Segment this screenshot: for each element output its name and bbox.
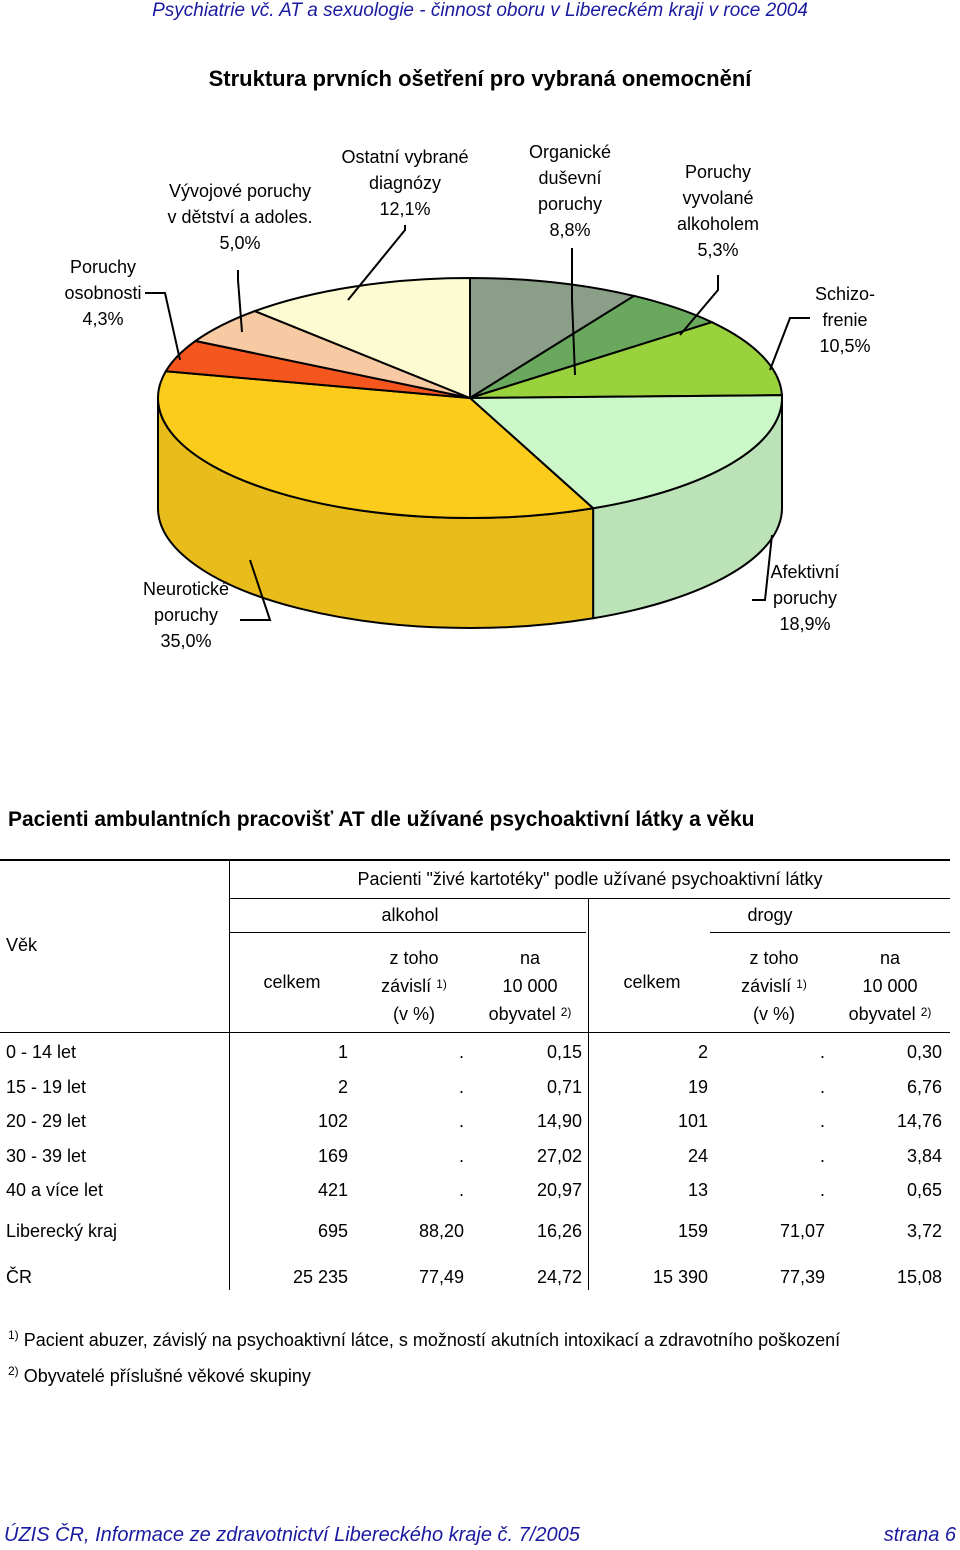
table-cell: 16,26 — [536, 1221, 582, 1241]
pie-label: Poruchy osobnosti 4,3% — [64, 257, 142, 329]
subheader-drogy: drogy — [747, 905, 793, 925]
table-cell: 695 — [317, 1221, 348, 1241]
col-header-ztoho — [354, 944, 474, 1028]
col-header-ztoho-drogy-line2: závislí $^{1)}$ — [741, 976, 807, 996]
table-cell: 0,71 — [546, 1077, 582, 1097]
col-header-ztoho-line3: (v %) — [393, 1004, 435, 1024]
table-cell: . — [458, 1111, 464, 1131]
table-cell: . — [458, 1077, 464, 1097]
table-cell: 19 — [687, 1077, 708, 1097]
table-cell: 20,97 — [536, 1180, 582, 1200]
table-top-rule — [0, 859, 950, 861]
row-label: 30 - 39 let — [6, 1146, 87, 1166]
pie-label: Schizo-frenie 10,5% — [814, 284, 876, 356]
row-label: Liberecký kraj — [6, 1221, 118, 1241]
row-label: 15 - 19 let — [6, 1077, 87, 1097]
table-cell: 71,07 — [779, 1221, 825, 1241]
table-cell: 77,39 — [779, 1267, 825, 1287]
page-footer — [4, 1524, 956, 1547]
table-cell: 169 — [317, 1146, 348, 1166]
col-header-na — [470, 944, 590, 1028]
alkohol-rule-right — [350, 932, 586, 933]
table-cell: 159 — [677, 1221, 708, 1241]
table-cell: 421 — [317, 1180, 348, 1200]
table-cell: 1 — [337, 1042, 348, 1062]
row-label: 0 - 14 let — [6, 1042, 77, 1062]
row-label: ČR — [6, 1267, 32, 1287]
pie-label: Poruchy vyvolané alkoholem 5,3% — [676, 162, 760, 260]
col-header-celkem-drogy: celkem — [623, 972, 681, 992]
table-cell: 15,08 — [896, 1267, 942, 1287]
table-cell: 6,76 — [906, 1077, 942, 1097]
col-header-na-drogy-line3: obyvatel $^{2)}$ — [848, 1004, 932, 1024]
group-header: Pacienti "živé kartotéky" podle užívané psychoaktivní látky — [357, 869, 823, 889]
footnote-1: $^{1)}$ Pacient abuzer, závislý na psychoaktivní látce, s možností akutních intoxikací a zdravotního poškození — [8, 1328, 841, 1350]
table-title: Pacienti ambulantních pracovišť AT dle užívané psychoaktivní látky a věku — [8, 808, 755, 831]
table-cell: . — [819, 1042, 825, 1062]
drogy-rule — [710, 932, 950, 933]
pie-label: Afektivní poruchy 18,9% — [770, 562, 840, 634]
col-header-na-drogy-line2: 10 000 — [862, 976, 918, 996]
table-cell: 0,65 — [906, 1180, 942, 1200]
table-cell: 13 — [687, 1180, 708, 1200]
table-cell: . — [458, 1146, 464, 1166]
col-header-ztoho-drogy-line3: (v %) — [753, 1004, 795, 1024]
table-cell: 25 235 — [292, 1267, 348, 1287]
col-header-na-line2: 10 000 — [502, 976, 558, 996]
table-cell: . — [819, 1180, 825, 1200]
table-cell: 2 — [337, 1077, 348, 1097]
pie-label: Neurotické poruchy 35,0% — [142, 579, 230, 651]
pie-label: Ostatní vybrané diagnózy 12,1% — [341, 147, 469, 219]
pie-label: Organické duševní poruchy 8,8% — [528, 142, 612, 240]
table-cell: . — [458, 1042, 464, 1062]
table-cell: 24 — [687, 1146, 708, 1166]
col-header-celkem: celkem — [263, 972, 321, 992]
table-cell: 102 — [317, 1111, 348, 1131]
row-label: 20 - 29 let — [6, 1111, 87, 1131]
chart-title: Struktura prvních ošetření pro vybraná onemocnění — [208, 66, 752, 91]
table-cell: 0,30 — [906, 1042, 942, 1062]
table-cell: . — [819, 1146, 825, 1166]
pie-label: Vývojové poruchy v dětství a adoles. 5,0% — [167, 181, 313, 253]
col-header-ztoho-drogy-line1: z toho — [749, 948, 799, 968]
corner-header-vek: Věk — [6, 935, 38, 955]
table-cell: 0,15 — [546, 1042, 582, 1062]
table-cell: 3,84 — [906, 1146, 942, 1166]
table-cell: . — [458, 1180, 464, 1200]
table-cell: 24,72 — [536, 1267, 582, 1287]
col-header-na-drogy — [830, 944, 950, 1028]
group-header-rule — [230, 898, 950, 899]
footnote-2: $^{2)}$ Obyvatelé příslušné věkové skupiny — [8, 1364, 311, 1386]
col-header-ztoho-line2: závislí $^{1)}$ — [381, 976, 447, 996]
table-cell: 3,72 — [906, 1221, 942, 1241]
alkohol-rule-left — [230, 932, 350, 933]
row-label: 40 a více let — [6, 1180, 104, 1200]
footer-page-number: strana 6 — [883, 1524, 956, 1546]
header-bottom-rule — [0, 1032, 950, 1033]
subheader-alkohol: alkohol — [381, 905, 439, 925]
col-header-na-line1: na — [519, 948, 541, 968]
table-cell: 77,49 — [418, 1267, 464, 1287]
table-cell: 101 — [677, 1111, 708, 1131]
table-cell: 15 390 — [652, 1267, 708, 1287]
table-cell: 2 — [697, 1042, 708, 1062]
page-header: Psychiatrie vč. AT a sexuologie - činnost oboru v Libereckém kraji v roce 2004 — [152, 0, 808, 21]
col-header-na-line3: obyvatel $^{2)}$ — [488, 1004, 572, 1024]
footer-source: ÚZIS ČR, Informace ze zdravotnictví Libereckého kraje č. 7/2005 — [4, 1524, 580, 1546]
table-cell: 14,76 — [896, 1111, 942, 1131]
col-header-ztoho-line1: z toho — [389, 948, 439, 968]
table-cell: . — [819, 1111, 825, 1131]
table-cell: 27,02 — [536, 1146, 582, 1166]
table-cell: 88,20 — [418, 1221, 464, 1241]
col-header-na-drogy-line1: na — [879, 948, 901, 968]
col-separator-1 — [229, 860, 230, 1290]
table-cell: 14,90 — [536, 1111, 582, 1131]
table-cell: . — [819, 1077, 825, 1097]
col-header-ztoho-drogy — [714, 944, 834, 1028]
